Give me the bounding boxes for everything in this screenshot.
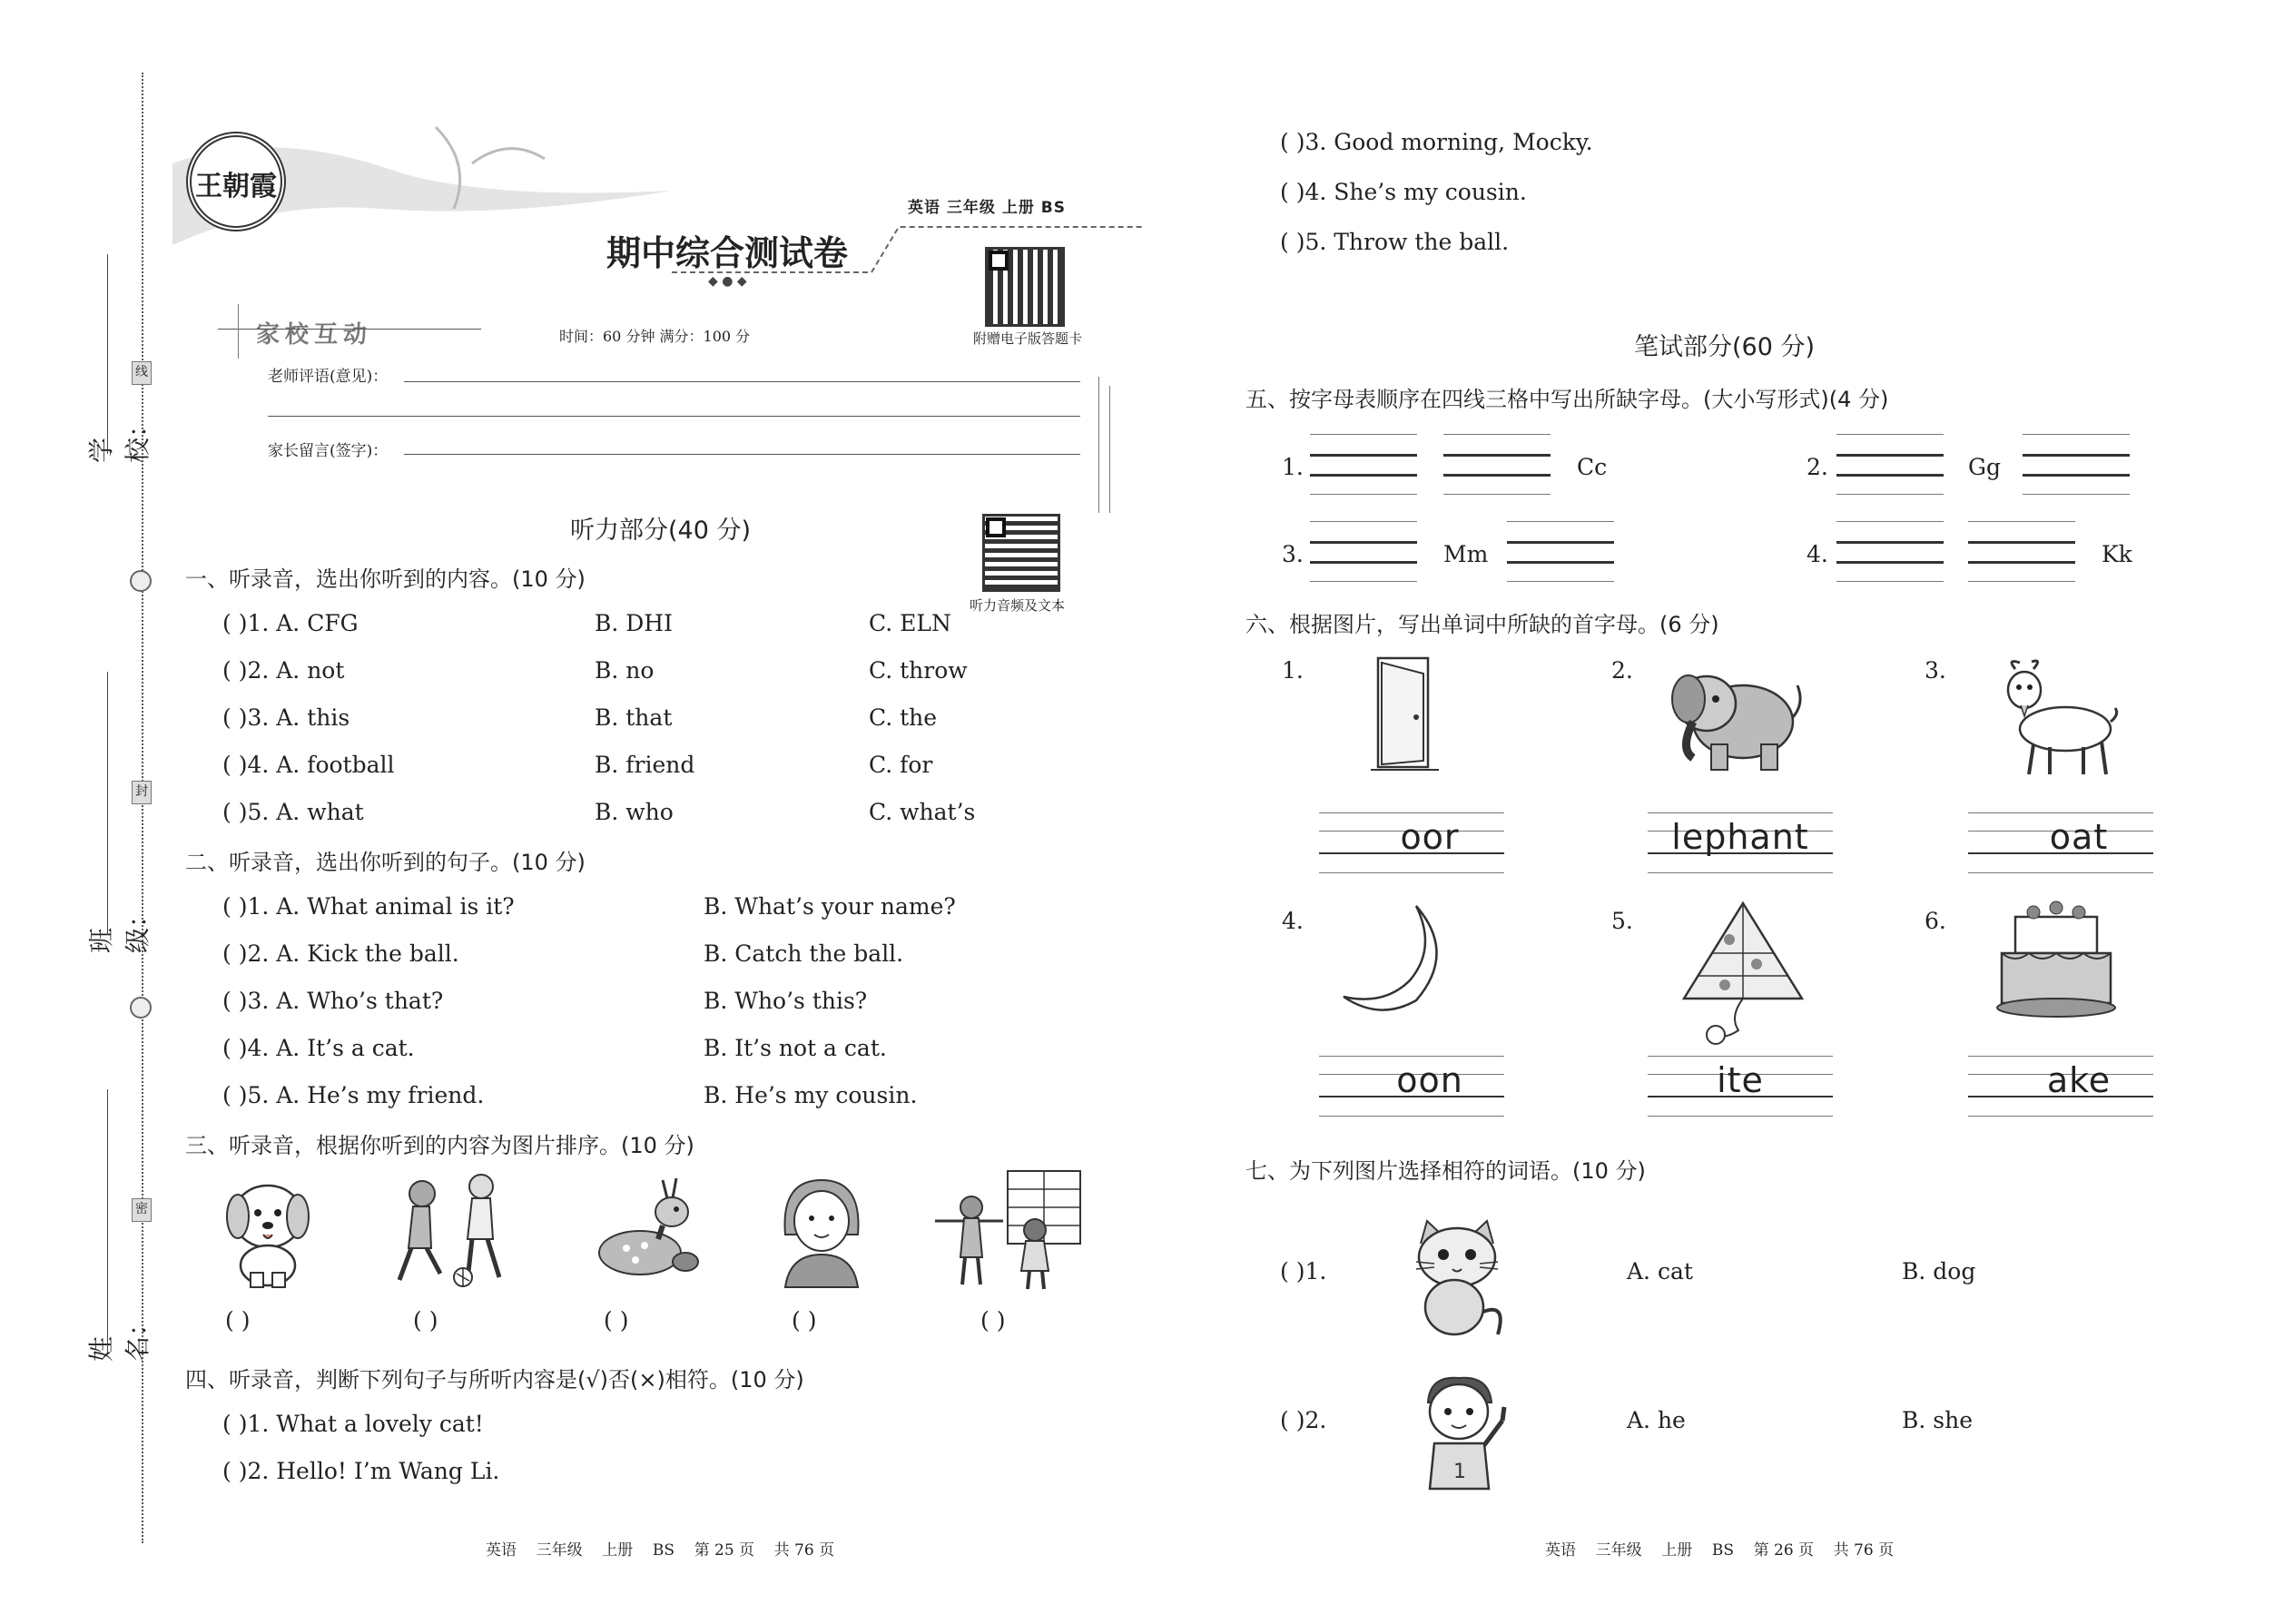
footer-right: 英语 三年级 上册 BS 第 26 页 共 76 页 — [1545, 1541, 1895, 1560]
kids-at-gate-picture — [935, 1166, 1089, 1294]
binding-margin — [0, 0, 154, 1624]
hole-circle-2 — [130, 997, 152, 1019]
parent-comment-label: 家长留言(签字)： — [268, 442, 389, 460]
page-title: 期中综合测试卷 — [606, 232, 849, 273]
logo-text: 王朝霞 — [195, 171, 277, 202]
s1-item-2-b: B. no — [595, 657, 655, 684]
home-school-rule-top — [218, 329, 481, 330]
s6-word-3: oat — [2049, 817, 2109, 857]
teacher-comment-label: 老师评语(意见)： — [268, 368, 389, 386]
s6-num-6: 6. — [1925, 908, 1946, 934]
section-7-heading: 七、为下列图片选择相符的词语。(10 分) — [1245, 1158, 1646, 1184]
s5-four-line-3a[interactable] — [1310, 521, 1417, 581]
s3-blank-5[interactable]: ( ) — [980, 1307, 1006, 1334]
s6-num-2: 2. — [1611, 657, 1633, 684]
s6-word-4: oon — [1396, 1060, 1463, 1100]
s1-item-4-a[interactable]: ( )4. A. football — [222, 752, 395, 778]
seal-mark-1: 线 — [132, 361, 152, 385]
s1-item-1-b: B. DHI — [595, 610, 673, 636]
s1-item-3-a[interactable]: ( )3. A. this — [222, 704, 350, 731]
s5-four-line-1a[interactable] — [1310, 434, 1417, 494]
s1-item-3-b: B. that — [595, 704, 673, 731]
s3-blank-4[interactable]: ( ) — [792, 1307, 817, 1334]
s4-item-4[interactable]: ( )4. She’s my cousin. — [1280, 179, 1527, 205]
section-2-heading: 二、听录音，选出你听到的句子。(10 分) — [185, 850, 586, 875]
s4-item-2[interactable]: ( )2. Hello! I’m Wang Li. — [222, 1458, 500, 1484]
section-1-heading: 一、听录音，选出你听到的内容。(10 分) — [185, 566, 586, 592]
s5-num-2: 2. — [1807, 454, 1828, 480]
name-line — [107, 1089, 108, 1353]
s7-item-1-option-a: A. cat — [1627, 1258, 1693, 1284]
s5-four-line-2a[interactable] — [1836, 434, 1944, 494]
s2-item-4-b: B. It’s not a cat. — [704, 1035, 887, 1061]
qr2-caption: 听力音频及文本 — [970, 597, 1066, 614]
boy-picture — [1403, 1371, 1521, 1493]
girl-portrait-picture — [772, 1171, 871, 1289]
subject-tag: 英语 三年级 上册 BS — [908, 199, 1066, 217]
s6-num-3: 3. — [1925, 657, 1946, 684]
listening-title: 听力部分(40 分) — [570, 517, 752, 545]
s2-item-2-b: B. Catch the ball. — [704, 940, 904, 967]
home-school-vertical-bar-right — [1098, 377, 1099, 513]
s4-item-5[interactable]: ( )5. Throw the ball. — [1280, 229, 1510, 255]
class-line — [107, 672, 108, 935]
s6-word-1: oor — [1400, 817, 1460, 857]
s3-blank-1[interactable]: ( ) — [225, 1307, 251, 1334]
s2-item-4-a[interactable]: ( )4. A. It’s a cat. — [222, 1035, 415, 1061]
s2-item-5-b: B. He’s my cousin. — [704, 1082, 918, 1108]
dog-picture — [218, 1171, 318, 1289]
s6-word-2: lephant — [1671, 817, 1809, 857]
hole-circle-1 — [130, 570, 152, 592]
s5-given-gg: Gg — [1968, 454, 2001, 480]
s7-item-2-option-a: A. he — [1627, 1407, 1686, 1433]
school-line — [107, 254, 108, 454]
s6-word-5: ite — [1717, 1060, 1764, 1100]
goat-picture — [1979, 658, 2124, 781]
teacher-comment-line-2[interactable] — [268, 416, 1080, 417]
cat-picture — [1398, 1216, 1516, 1343]
s5-num-4: 4. — [1807, 541, 1828, 567]
s5-four-line-4b[interactable] — [1968, 521, 2075, 581]
s2-item-2-a[interactable]: ( )2. A. Kick the ball. — [222, 940, 459, 967]
s3-blank-3[interactable]: ( ) — [604, 1307, 629, 1334]
home-school-vertical-bar-left — [238, 304, 239, 359]
s1-item-5-b: B. who — [595, 799, 674, 825]
s2-item-1-b: B. What’s your name? — [704, 893, 956, 920]
name-label: 姓名： — [86, 1310, 153, 1362]
s1-item-5-a[interactable]: ( )5. A. what — [222, 799, 364, 825]
s5-four-line-2b[interactable] — [2023, 434, 2130, 494]
qr1-caption: 附赠电子版答题卡 — [973, 330, 1083, 347]
school-label: 学校： — [86, 411, 153, 463]
s7-item-2-number[interactable]: ( )2. — [1280, 1407, 1327, 1433]
section-3-heading: 三、听录音，根据你听到的内容为图片排序。(10 分) — [185, 1133, 694, 1158]
s7-item-1-number[interactable]: ( )1. — [1280, 1258, 1327, 1284]
s5-num-3: 3. — [1282, 541, 1304, 567]
parent-comment-line[interactable] — [404, 454, 1080, 455]
s1-item-1-a[interactable]: ( )1. A. CFG — [222, 610, 359, 636]
s6-word-6: ake — [2046, 1060, 2112, 1100]
moon-picture — [1330, 899, 1448, 1021]
s1-item-5-c: C. what’s — [869, 799, 976, 825]
s7-item-2-option-b: B. she — [1902, 1407, 1973, 1433]
s1-item-4-b: B. friend — [595, 752, 695, 778]
section-6-heading: 六、根据图片，写出单词中所缺的首字母。(6 分) — [1245, 612, 1719, 637]
s5-four-line-3b[interactable] — [1507, 521, 1614, 581]
footer-left: 英语 三年级 上册 BS 第 25 页 共 76 页 — [486, 1541, 835, 1560]
title-ornament: ◆ ● ◆ — [708, 274, 747, 289]
seal-mark-3: 密 — [132, 1198, 152, 1222]
cake-picture — [1993, 899, 2120, 1026]
s5-four-line-4a[interactable] — [1836, 521, 1944, 581]
s5-four-line-1b[interactable] — [1443, 434, 1551, 494]
class-label: 班级： — [86, 901, 153, 953]
qr-code-audio-corner — [986, 517, 1006, 537]
kids-playing-football-picture — [377, 1166, 522, 1294]
s3-blank-2[interactable]: ( ) — [413, 1307, 438, 1334]
elephant-picture — [1652, 658, 1807, 776]
s1-item-4-c: C. for — [869, 752, 933, 778]
kite-picture — [1675, 899, 1811, 1048]
s5-num-1: 1. — [1282, 454, 1304, 480]
section-5-heading: 五、按字母表顺序在四线三格中写出所缺字母。(大小写形式)(4 分) — [1245, 387, 1889, 412]
s1-item-2-a[interactable]: ( )2. A. not — [222, 657, 345, 684]
door-picture — [1371, 654, 1443, 776]
s1-item-3-c: C. the — [869, 704, 938, 731]
deer-picture — [586, 1171, 704, 1289]
s1-item-2-c: C. throw — [869, 657, 968, 684]
svg-text:1: 1 — [1453, 1461, 1466, 1483]
s6-num-1: 1. — [1282, 657, 1304, 684]
s1-item-1-c: C. ELN — [869, 610, 951, 636]
home-school-label: 家校互动 — [256, 321, 373, 349]
seal-mark-2: 封 — [132, 781, 152, 804]
time-info: 时间：60 分钟 满分：100 分 — [559, 328, 751, 345]
teacher-comment-line-1[interactable] — [404, 381, 1080, 382]
qr-code-answer-sheet-corner — [989, 251, 1009, 271]
s2-item-3-b: B. Who’s this? — [704, 988, 868, 1014]
s6-num-5: 5. — [1611, 908, 1633, 934]
s4-item-1[interactable]: ( )1. What a lovely cat! — [222, 1411, 484, 1437]
s2-item-3-a[interactable]: ( )3. A. Who’s that? — [222, 988, 444, 1014]
s2-item-1-a[interactable]: ( )1. A. What animal is it? — [222, 893, 515, 920]
s5-given-cc: Cc — [1577, 454, 1608, 480]
home-school-vertical-bar-right2 — [1109, 386, 1110, 513]
s2-item-5-a[interactable]: ( )5. A. He’s my friend. — [222, 1082, 485, 1108]
s6-num-4: 4. — [1282, 908, 1304, 934]
writing-title: 笔试部分(60 分) — [1634, 333, 1816, 361]
s7-item-1-option-b: B. dog — [1902, 1258, 1976, 1284]
s4-item-3[interactable]: ( )3. Good morning, Mocky. — [1280, 129, 1593, 155]
s5-given-mm: Mm — [1443, 541, 1489, 567]
section-4-heading: 四、听录音，判断下列句子与所听内容是(√)否(×)相符。(10 分) — [185, 1367, 804, 1393]
s5-given-kk: Kk — [2102, 541, 2132, 567]
